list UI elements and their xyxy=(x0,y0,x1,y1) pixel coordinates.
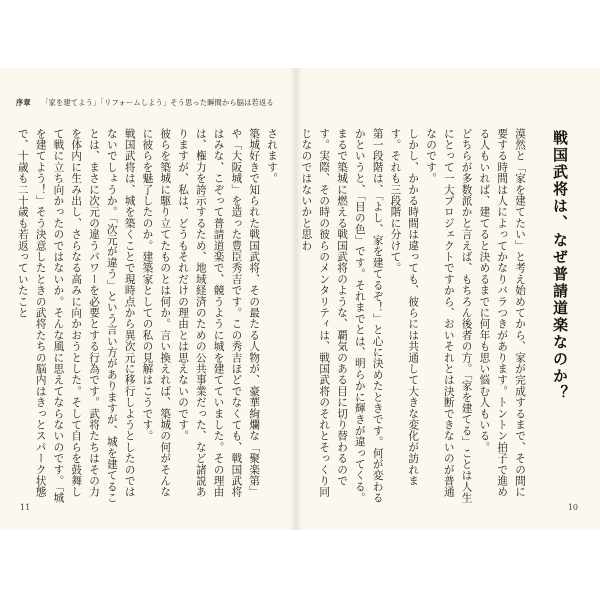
paragraph: 彼らを築城に駆り立てたものとは何か。言い換えれば、築城の何がそんなに彼らを魅了したのか。建築家としての私の見解はこうです。 xyxy=(141,128,172,498)
right-page xyxy=(296,68,600,530)
paragraph: 第一段階は、「よし、家を建てるぞ！」と心に決めたときです。何が変わるかというと、「目の色」です。それまでとは、明らかに輝きが違ってくる。まるで築城に燃える戦国武将のような、覇気のある目に切り替わるのです。実際、その時の彼らのメンタリティは、戦国武将のそれとそっくり同じなのではないかと思わ xyxy=(300,128,384,504)
book-spread xyxy=(0,68,600,530)
page-number: 11 xyxy=(20,503,31,512)
left-body-text xyxy=(18,128,280,508)
paragraph: されます。 xyxy=(266,128,278,184)
running-header-text: 「家を建てよう」「リフォームしよう」そう思った瞬間から脳は若返る xyxy=(41,98,274,107)
left-page xyxy=(0,68,296,530)
paragraph: 漠然と「家を建てたい」と考え始めてから、家が完成するまで、その間に要する時間は人によってかなりバラつきがあります。トントン拍子で進める人もいれば、建てると決めるまでに何年も思い悩む人もいる。 xyxy=(478,128,526,498)
paragraph: しかし、かかる時間は違っても、彼らには共通して大きな変化が訪れます。それも三段階に分けて。 xyxy=(389,128,420,487)
running-header xyxy=(16,98,274,108)
paragraph: 築城好きで知られた戦国武将、その最たる人物が、豪華絢爛な「聚楽第」や「大阪城」を造った豊臣秀吉です。この秀吉ほどでなくても、戦国武将はみな、こぞって普請道楽で、競うように城を建てていました。その理由は、権力を誇示するため、地域経済のための公共事業だった、など諸説ありますが、私は、どうもそれだけの理由とは思えないのです。 xyxy=(177,128,261,498)
paragraph: どちらが多数派かと言えば、もちろん後者の方。「家を建てる」ことは人生にとって一大プロジェクトですから、おいそれとは決断できないのが普通なのです。 xyxy=(425,128,473,504)
right-body-text xyxy=(300,128,528,508)
page-number: 10 xyxy=(567,503,578,512)
paragraph: 戦国武将は、城を築くことで現時点から異次元に移行しようとしたのではないでしょうか。「次元が違う」という言い方がありますが、城を建てることは、まさに次元の違うパワーを必要とする行為です。武将たちはその力を体内に生み出し、さらなる高みに向かおうとした。そして自らを鼓舞して戦に立ち向かったのではないか。そんな風に思えてならないのです。「城を建てよう！」そう決意したときの武将たちの脳内はきっとスパーク状態で、十歳も二十歳も若返っていたこと xyxy=(16,128,136,504)
chapter-title: 戦国武将は、なぜ普請道楽なのか？ xyxy=(551,130,569,402)
running-header-label: 序章 xyxy=(16,98,31,107)
